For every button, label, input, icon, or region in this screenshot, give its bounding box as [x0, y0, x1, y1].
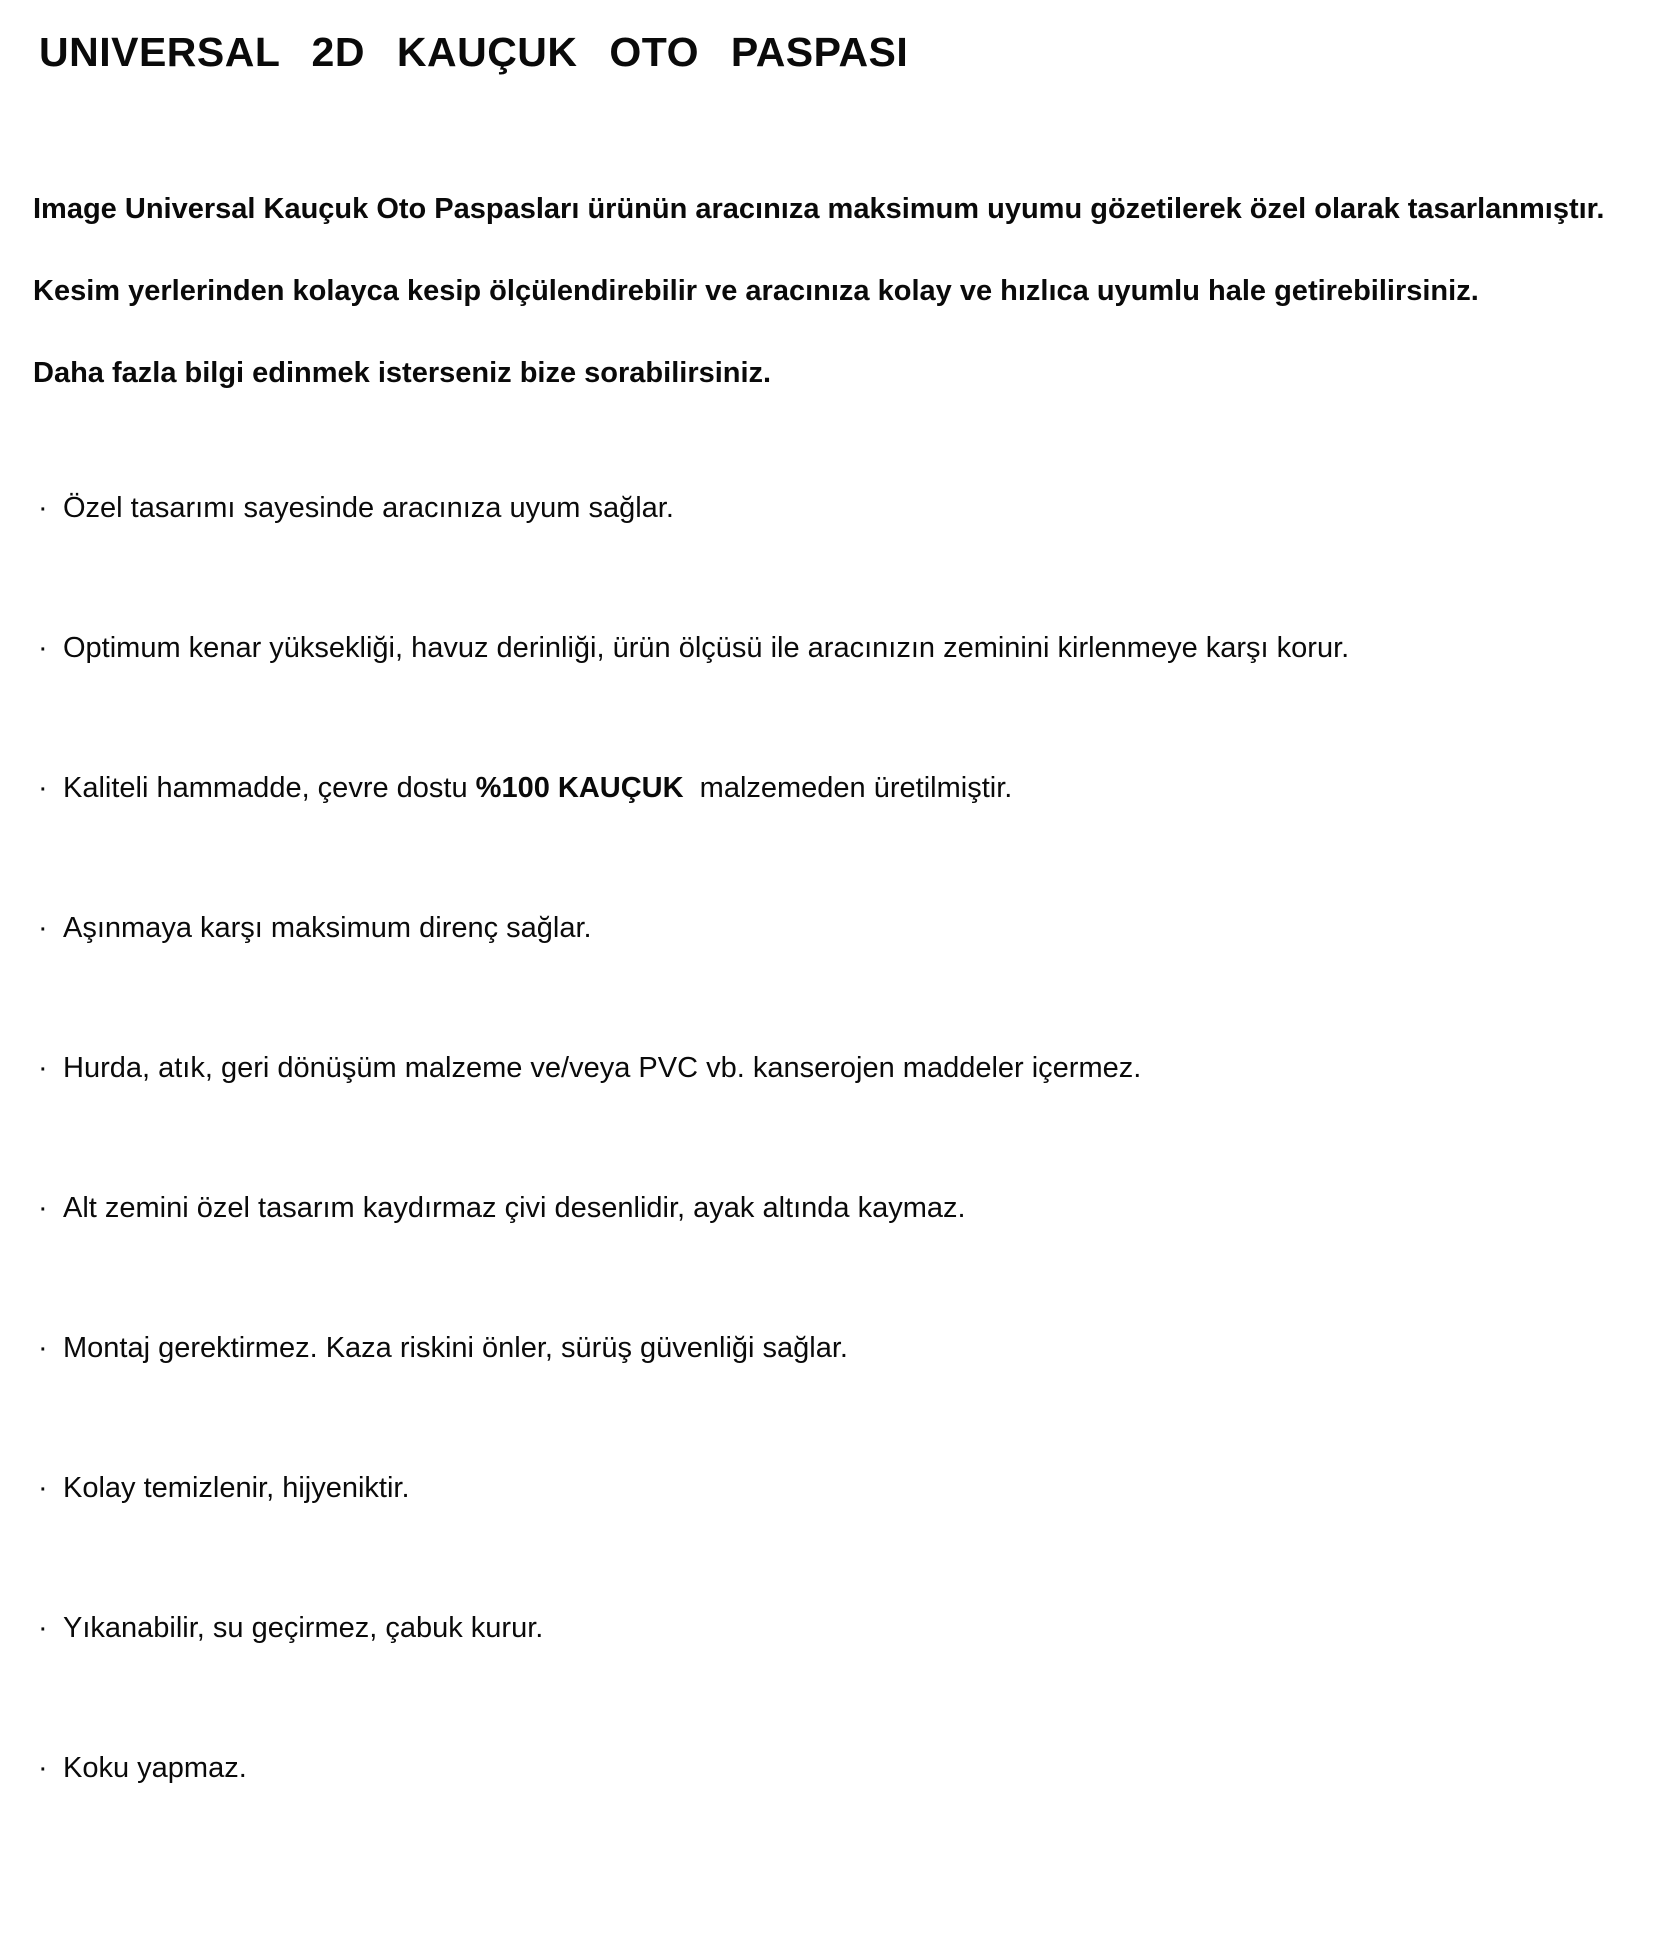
feature-text-prefix: Kaliteli hammadde, çevre dostu: [63, 772, 476, 805]
feature-text: Aşınmaya karşı maksimum direnç sağlar.: [63, 912, 592, 945]
bullet-icon: ·: [38, 1612, 48, 1645]
list-item: [33, 1608, 1612, 1648]
bullet-icon: ·: [38, 1052, 48, 1085]
list-item: [33, 1328, 1612, 1368]
bullet-icon: ·: [38, 632, 48, 665]
feature-text: Optimum kenar yüksekliği, havuz derinliği, ürün ölçüsü ile aracınızın zeminini kirlenmeye karşı korur.: [63, 632, 1350, 665]
feature-text: Hurda, atık, geri dönüşüm malzeme ve/veya PVC vb. kanserojen maddeler içermez.: [63, 1052, 1142, 1085]
feature-text: Yıkanabilir, su geçirmez, çabuk kurur.: [63, 1612, 544, 1645]
bullet-icon: ·: [38, 1472, 48, 1505]
feature-text: Kolay temizlenir, hijyeniktir.: [63, 1472, 410, 1505]
bullet-icon: ·: [38, 912, 48, 945]
list-item: [33, 768, 1612, 808]
feature-text: Özel tasarımı sayesinde aracınıza uyum sağlar.: [63, 492, 674, 525]
bullet-icon: ·: [38, 1192, 48, 1225]
list-item: [33, 1748, 1612, 1788]
feature-text: [63, 768, 1612, 808]
bullet-icon: ·: [38, 492, 48, 525]
feature-list: [33, 488, 1612, 1788]
intro-paragraph-3: Daha fazla bilgi edinmek isterseniz bize sorabilirsiniz.: [33, 357, 772, 390]
feature-text-suffix: malzemeden üretilmiştir.: [683, 772, 1013, 805]
feature-text: Montaj gerektirmez. Kaza riskini önler, sürüş güvenliği sağlar.: [63, 1332, 848, 1365]
list-item: [33, 1048, 1612, 1088]
bullet-icon: ·: [38, 772, 48, 805]
list-item: [33, 1188, 1612, 1228]
list-item: [33, 628, 1612, 668]
list-item: [33, 908, 1612, 948]
intro-paragraph-1: Image Universal Kauçuk Oto Paspasları ürünün aracınıza maksimum uyumu gözetilerek özel olarak tasarlanmıştır.: [33, 193, 1605, 226]
list-item: [33, 1468, 1612, 1508]
feature-text-bold: %100 KAUÇUK: [475, 772, 684, 805]
page-title: UNIVERSAL 2D KAUÇUK OTO PASPASI: [39, 29, 909, 75]
list-item: [33, 488, 1612, 528]
intro-paragraph-2: Kesim yerlerinden kolayca kesip ölçülendirebilir ve aracınıza kolay ve hızlıca uyumlu hale getirebilirsiniz.: [33, 275, 1479, 308]
bullet-icon: ·: [38, 1332, 48, 1365]
bullet-icon: ·: [38, 1752, 48, 1785]
feature-text: Alt zemini özel tasarım kaydırmaz çivi desenlidir, ayak altında kaymaz.: [63, 1192, 966, 1225]
feature-text: Koku yapmaz.: [63, 1752, 247, 1785]
